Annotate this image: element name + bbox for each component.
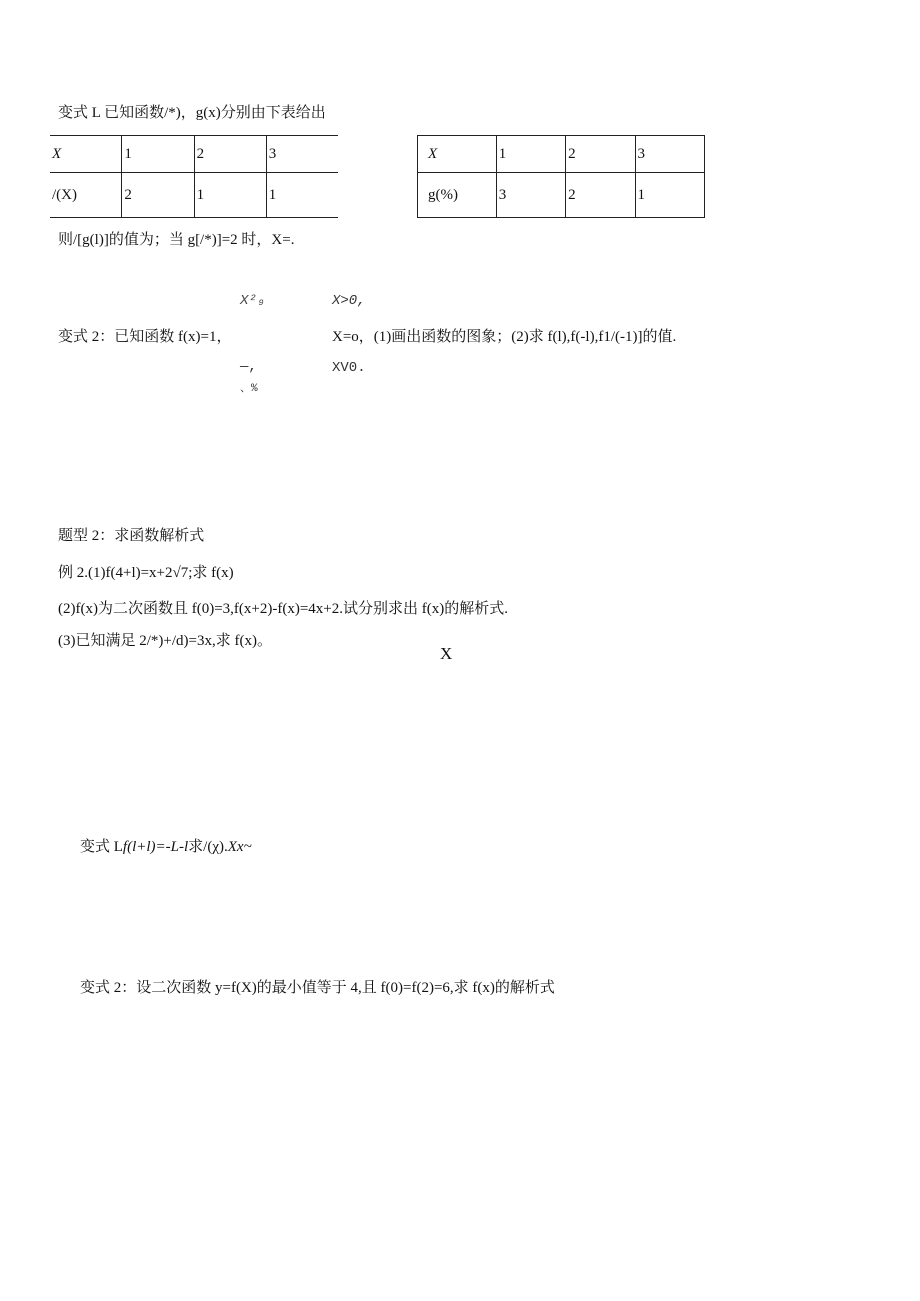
variant2-question: X=o，(1)画出函数的图象；(2)求 f(l),f(-l),f1/(-1)]的值. xyxy=(332,329,677,345)
table-cell: 1 xyxy=(266,173,338,218)
table-cell: 1 xyxy=(194,173,266,218)
piecewise-expr-top: X²₉ xyxy=(240,293,266,309)
table-cell: 3 xyxy=(496,173,565,218)
table-cell: 2 xyxy=(566,136,635,173)
table-cell: X xyxy=(418,136,497,173)
type2-title: 题型 2：求函数解析式 xyxy=(58,528,205,544)
table-cell: /(X) xyxy=(50,173,122,218)
variant-2-quadratic-problem: 变式 2：设二次函数 y=f(X)的最小值等于 4,且 f(0)=f(2)=6,求 f(x)的解析式 xyxy=(80,980,555,996)
table-cell: 3 xyxy=(635,136,704,173)
piecewise-cond-bottom: XV0. xyxy=(332,360,366,376)
variant-l-tail: Xx~ xyxy=(227,839,252,855)
variant-l-lead: 变式 L xyxy=(80,839,123,855)
table-cell: 1 xyxy=(496,136,565,173)
table-g-value-row xyxy=(418,173,705,218)
table-g-header-row xyxy=(418,136,705,173)
table-cell: X xyxy=(50,136,122,173)
piecewise-expr-bottom: —, xyxy=(240,359,257,375)
table-cell: 1 xyxy=(635,173,704,218)
table-cell: 2 xyxy=(566,173,635,218)
variant2-lead: 变式 2：已知函数 f(x)=1， xyxy=(58,329,232,345)
variant-l-problem xyxy=(80,835,252,856)
variant-l-expression: f(l+l)=-L-l xyxy=(122,839,189,855)
variant1-question: 则/[g(l)]的值为；当 g[/*)]=2 时，X=. xyxy=(58,232,295,248)
table-g xyxy=(417,135,705,218)
example-2-part-1: 例 2.(1)f(4+l)=x+2√7;求 f(x) xyxy=(58,565,234,581)
example-2-stray-x: X xyxy=(440,644,453,663)
table-f-header-row xyxy=(50,136,338,173)
table-cell: 2 xyxy=(194,136,266,173)
table-cell: 3 xyxy=(266,136,338,173)
piecewise-expr-bottom-mark: 、% xyxy=(240,383,258,395)
table-cell: 1 xyxy=(122,136,194,173)
table-cell: g(%) xyxy=(418,173,497,218)
table-f xyxy=(50,135,338,218)
variant1-heading: 变式 L 已知函数/*)，g(x)分别由下表给出 xyxy=(58,105,326,121)
piecewise-cond-top: X>0, xyxy=(332,293,366,309)
table-cell: 2 xyxy=(122,173,194,218)
table-f-value-row xyxy=(50,173,338,218)
example-2-part-3: (3)已知满足 2/*)+/d)=3x,求 f(x)。 xyxy=(58,633,272,649)
example-2-part-2: (2)f(x)为二次函数且 f(0)=3,f(x+2)-f(x)=4x+2.试分别求出 f(x)的解析式. xyxy=(58,601,509,617)
variant-l-ask: 求/(χ). xyxy=(188,839,228,855)
